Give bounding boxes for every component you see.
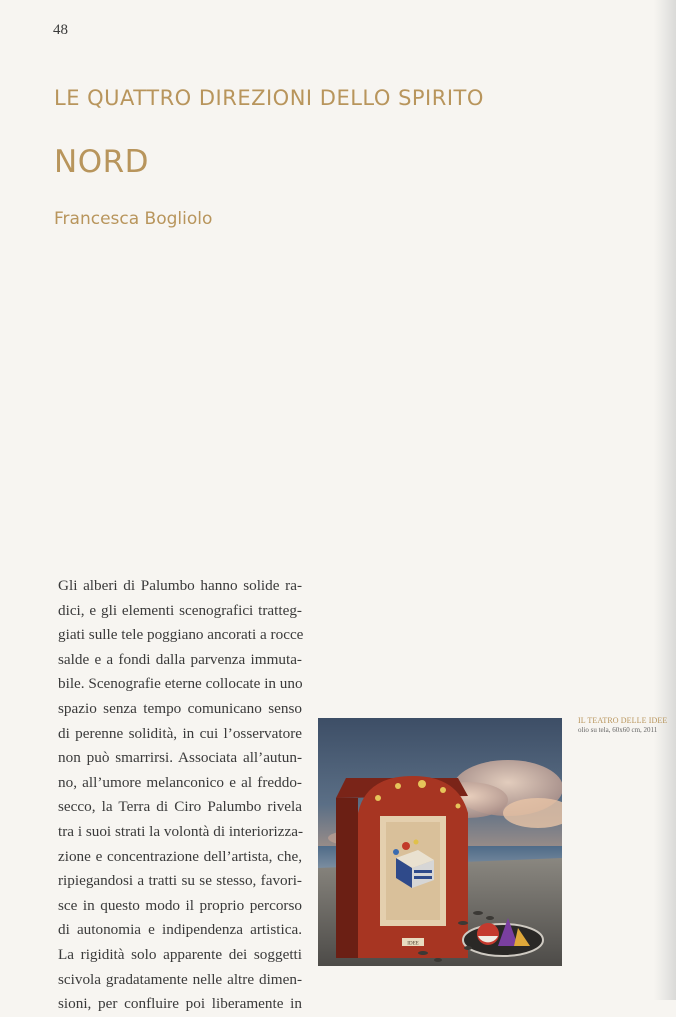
- body-line: sce in questo modo il proprio percorso: [58, 896, 302, 914]
- body-line: dici, e gli elementi scenografici tratteg-: [58, 601, 302, 619]
- body-line: ripiegandosi a tratti su se stesso, favori-: [58, 872, 302, 890]
- caption-details: olio su tela, 60x60 cm, 2011: [578, 726, 658, 734]
- body-line: di perenne solidità, in cui l’osservatore: [58, 724, 302, 742]
- body-line: sioni, per confluire poi liberamente in: [58, 995, 302, 1013]
- series-title: LE QUATTRO DIREZIONI DELLO SPIRITO: [54, 86, 484, 110]
- body-line: spazio senza tempo comunicano senso: [58, 699, 302, 717]
- body-line: tra i suoi strati la volontà di interiorizza-: [58, 822, 304, 840]
- author-name: Francesca Bogliolo: [54, 209, 213, 229]
- body-line: scivola gradatamente nelle altre dimen-: [58, 970, 302, 988]
- painting-image: [318, 718, 562, 966]
- page-number: 48: [53, 22, 68, 38]
- body-line: Gli alberi di Palumbo hanno solide ra-: [58, 577, 302, 594]
- page-edge-shadow: [654, 0, 676, 1000]
- body-line: bile. Scenografie eterne collocate in uno: [58, 675, 303, 693]
- body-line: zione e concentrazione dell’artista, che,: [58, 847, 302, 865]
- body-line: salde e a fondi dalla parvenza immuta-: [58, 650, 302, 668]
- chapter-title: NORD: [54, 144, 149, 180]
- body-paragraph: [58, 574, 302, 1017]
- caption-title: IL TEATRO DELLE IDEE: [578, 716, 668, 725]
- body-line: non può smarrirsi. Associata all’autun-: [58, 749, 302, 767]
- body-line: La rigidità solo apparente dei soggetti: [58, 945, 302, 963]
- body-line: no, all’umore melanconico e al freddo-: [58, 773, 302, 791]
- figure-caption: [578, 716, 670, 734]
- body-line: giati sulle tele poggiano ancorati a rocce: [58, 626, 304, 644]
- body-line: di autonomia e indipendenza artistica.: [58, 921, 302, 939]
- body-line: secco, la Terra di Ciro Palumbo rivela: [58, 798, 302, 816]
- painting-plaque-text: IDEE: [407, 941, 419, 947]
